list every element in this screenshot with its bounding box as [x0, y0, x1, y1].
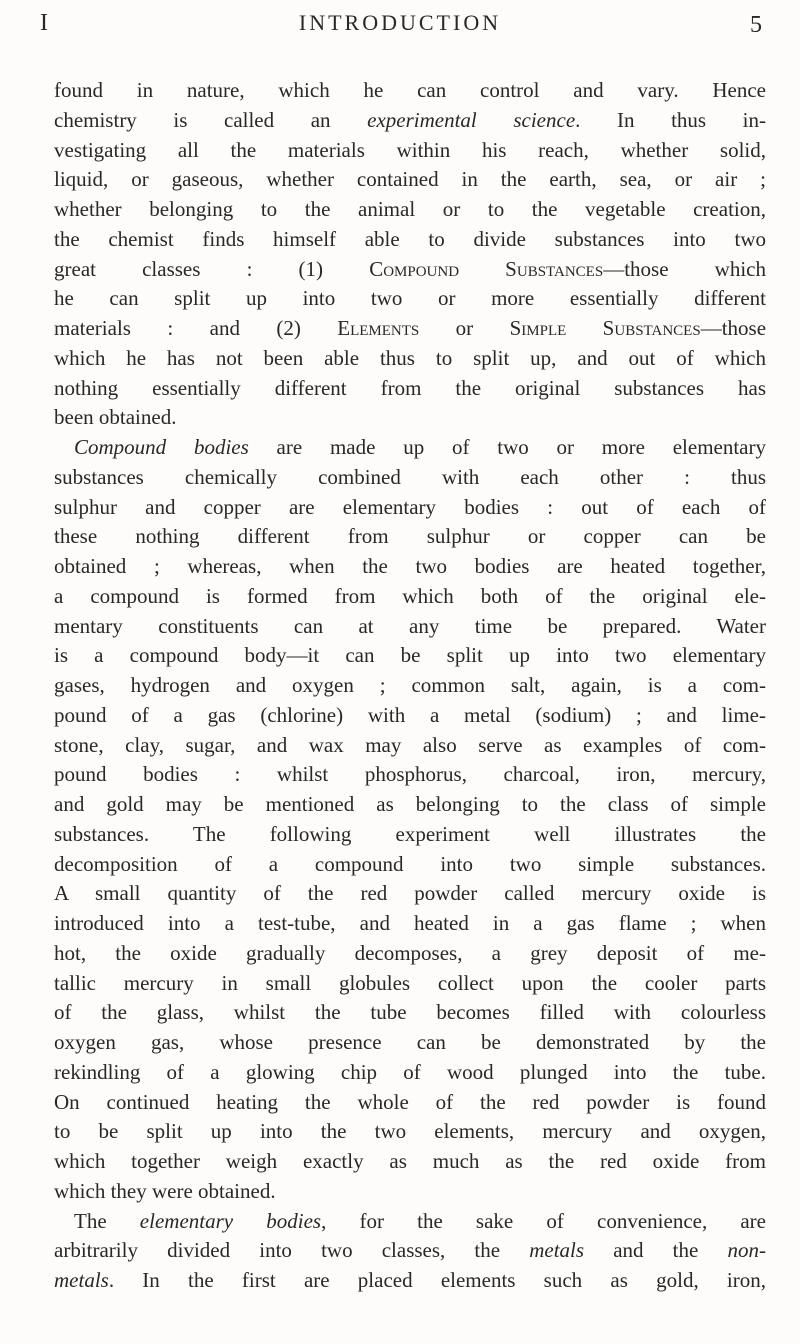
text-line: [54, 850, 766, 880]
text-line: [54, 1177, 766, 1207]
text-segment: the chemist finds himself able to divide substances into two: [54, 226, 766, 251]
text-line: [54, 582, 766, 612]
text-segment: decomposition of a compound into two simple substances.: [54, 851, 766, 876]
text-line: [54, 1028, 766, 1058]
text-line: [54, 909, 766, 939]
text-segment: is a compound body—it can be split up into two elementary: [54, 643, 766, 668]
text-segment: , for the sake of convenience, are: [321, 1208, 766, 1233]
text-segment: he can split up into two or more essentially different: [54, 286, 766, 311]
text-segment: obtained ; whereas, when the two bodies are heated together,: [54, 554, 766, 578]
italic-text: metals: [54, 1268, 109, 1292]
text-segment: The: [74, 1208, 140, 1233]
text-segment: stone, clay, sugar, and wax may also serve as examples of com-: [54, 732, 766, 757]
text-segment: a compound is formed from which both of the original ele-: [54, 583, 766, 608]
text-line: [54, 701, 766, 731]
text-segment: which he has not been able thus to split up, and out of which: [54, 345, 766, 370]
text-line: [54, 1266, 766, 1296]
text-line: [54, 493, 766, 523]
text-segment: —those which: [603, 256, 766, 281]
text-line: [54, 1207, 766, 1237]
text-segment: which they were obtained.: [54, 1178, 276, 1203]
running-title: INTRODUCTION: [298, 10, 502, 35]
text-segment: of the glass, whilst the tube becomes filled with colourless: [54, 1000, 766, 1025]
text-line: [54, 403, 766, 433]
text-segment: . In the first are placed elements such as gold, iron,: [108, 1268, 766, 1292]
paragraph: [54, 76, 766, 433]
text-segment: found in nature, which he can control and vary. Hence: [54, 78, 766, 102]
text-segment: chemistry is called an: [54, 107, 368, 132]
text-segment: pound of a gas (chlorine) with a metal (sodium) ; and lime-: [54, 702, 766, 727]
text-line: [54, 760, 766, 790]
text-segment: or: [419, 316, 510, 340]
text-segment: —those: [700, 316, 767, 340]
text-line: [54, 790, 766, 820]
text-line: [54, 731, 766, 761]
text-line: [54, 820, 766, 850]
text-segment: tallic mercury in small globules collect upon the cooler parts: [54, 970, 766, 995]
text-line: [54, 463, 766, 493]
text-line: [54, 998, 766, 1028]
text-line: [54, 344, 766, 374]
text-segment: to be split up into the two elements, mercury and oxygen,: [54, 1119, 766, 1144]
text-segment: are made up of two or more elementary: [248, 435, 767, 459]
text-segment: vestigating all the materials within his reach, whether solid,: [54, 137, 766, 162]
text-line: [54, 225, 766, 255]
text-line: [54, 879, 766, 909]
text-line: [54, 522, 766, 552]
text-line: [54, 284, 766, 314]
small-caps-text: Simple Substances: [509, 316, 701, 340]
text-segment: nothing essentially different from the original substances has: [54, 375, 766, 400]
italic-text: non-: [727, 1238, 766, 1263]
text-line: [54, 641, 766, 671]
text-line: [54, 1058, 766, 1088]
small-caps-text: Compound Substances: [369, 256, 604, 281]
text-segment: mentary constituents can at any time be prepared. Water: [54, 613, 766, 638]
text-line: [54, 433, 766, 463]
text-line: [54, 76, 766, 106]
text-segment: these nothing different from sulphur or copper can be: [54, 524, 766, 549]
text-segment: hot, the oxide gradually decomposes, a grey deposit of me-: [54, 940, 766, 965]
text-segment: On continued heating the whole of the red powder is found: [54, 1089, 766, 1114]
text-line: [54, 1117, 766, 1147]
text-segment: liquid, or gaseous, whether contained in the earth, sea, or air ;: [54, 167, 766, 192]
text-segment: A small quantity of the red powder called mercury oxide is: [54, 881, 766, 906]
text-line: [54, 314, 766, 344]
text-line: [54, 255, 766, 285]
text-line: [54, 136, 766, 166]
text-line: [54, 612, 766, 642]
text-segment: introduced into a test-tube, and heated in a gas flame ; when: [54, 911, 766, 935]
text-segment: substances. The following experiment well illustrates the: [54, 821, 766, 846]
italic-text: metals: [529, 1238, 585, 1263]
text-line: [54, 969, 766, 999]
italic-text: Compound bodies: [74, 435, 249, 459]
text-segment: great classes : (1): [54, 256, 370, 281]
running-header: [0, 8, 800, 48]
text-line: [54, 1147, 766, 1177]
text-line: [54, 552, 766, 582]
text-line: [54, 1236, 766, 1266]
chapter-number: I: [40, 10, 49, 36]
text-segment: arbitrarily divided into two classes, the: [54, 1238, 530, 1263]
text-line: [54, 671, 766, 701]
page-number: 5: [750, 12, 762, 38]
text-line: [54, 165, 766, 195]
text-segment: and gold may be mentioned as belonging to the class of simple: [54, 792, 766, 816]
text-segment: been obtained.: [54, 405, 177, 430]
text-line: [54, 195, 766, 225]
text-segment: substances chemically combined with each other : thus: [54, 464, 766, 489]
text-segment: . In thus in-: [575, 107, 767, 132]
paragraph: [54, 433, 766, 1207]
text-segment: materials : and (2): [54, 316, 338, 340]
paragraph: [54, 1207, 766, 1296]
text-segment: rekindling of a glowing chip of wood plunged into the tube.: [54, 1059, 766, 1084]
text-segment: whether belonging to the animal or to the vegetable creation,: [54, 197, 766, 221]
small-caps-text: Elements: [337, 316, 420, 340]
text-segment: pound bodies : whilst phosphorus, charcoal, iron, mercury,: [54, 762, 766, 787]
text-segment: gases, hydrogen and oxygen ; common salt, again, is a com-: [54, 673, 766, 697]
text-line: [54, 1088, 766, 1118]
text-line: [54, 374, 766, 404]
text-line: [54, 939, 766, 969]
text-segment: oxygen gas, whose presence can be demonstrated by the: [54, 1030, 766, 1054]
text-segment: which together weigh exactly as much as the red oxide from: [54, 1149, 766, 1173]
italic-text: experimental science: [367, 107, 576, 132]
text-segment: sulphur and copper are elementary bodies : out of each of: [54, 494, 766, 519]
text-segment: and the: [584, 1238, 728, 1263]
italic-text: elementary bodies: [139, 1208, 322, 1233]
text-line: [54, 106, 766, 136]
body-text: [54, 76, 766, 1296]
